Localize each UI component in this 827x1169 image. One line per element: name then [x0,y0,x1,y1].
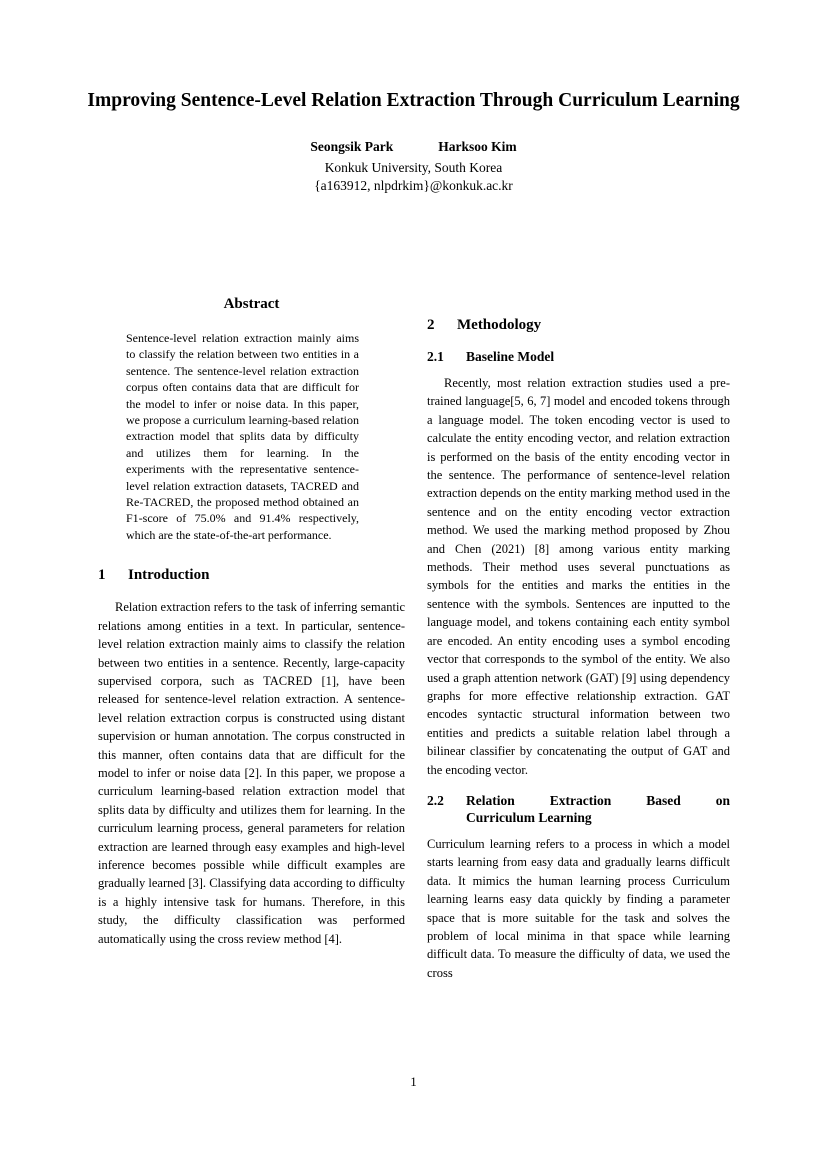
subsection-number: 2.1 [427,349,444,364]
authors-line [0,139,827,155]
subsection-number: 2.2 [427,792,444,808]
two-column-layout [98,295,730,982]
subsection-title-line-1: Relation Extraction Based on [466,792,730,808]
subsection-title [466,792,730,826]
section-number: 1 [98,567,106,584]
subsection-heading-baseline-model [427,348,730,365]
page-number: 1 [410,1074,417,1089]
subsection-heading-curriculum-learning [427,792,730,826]
author-name-2: Harksoo Kim [438,139,517,154]
affiliation: Konkuk University, South Korea [324,160,503,175]
section-heading-introduction [98,566,405,585]
introduction-paragraph: Relation extraction refers to the task of inferring semantic relations among entities in a text. In particular, sentence-level relation extraction mainly aims to classify the relation between two entities in a sentence. Recently, large-capacity supervised corpora, such as TACRED [1], have been released for sentence-level relation extraction. A sentence-level relation extraction corpus is constructed using distant supervision or human annotation. The corpus constructed in this manner, often contains data that are difficult for the model to infer or noise data [2]. In this paper, we propose a curriculum learning-based relation extraction model that splits data by difficulty and utilizes them for learning. In the curriculum learning process, general parameters for relation extraction are learned through easy examples and high-level inference becomes possible while difficult examples are gradually learned [3]. Classifying data according to difficulty is a highly intensive task for humans. Therefore, in this study, the difficulty classification was performed automatically using the cross review method [4]. [98,600,405,946]
right-column [427,295,730,982]
subsection-title-line-2: Curriculum Learning [466,809,592,825]
subsection-title: Baseline Model [466,349,555,364]
section-title: Introduction [128,567,210,584]
section-number: 2 [427,317,435,333]
abstract-text: Sentence-level relation extraction mainly aims to classify the relation between two entities in a sentence. The sentence-level relation extraction corpus often contains data that are difficult for the model to infer or noise data. In this paper, we propose a curriculum learning-based relation extraction model that splits data by difficulty and utilizes them for learning. In the experiments with the representative sentence-level relation extraction datasets, TACRED and Re-TACRED, the proposed method obtained an F1-score of 75.0% and 91.4% respectively, which are the state-of-the-art performance. [126,331,359,542]
abstract-heading: Abstract [223,296,280,312]
section-heading-methodology [427,316,730,335]
section-title: Methodology [457,317,542,333]
baseline-model-paragraph: Recently, most relation extraction studies used a pre-trained language[5, 6, 7] model and encoded tokens through a language model. The token encoding vector is used to calculate the entity encoding vector, and relation extraction is performed on the basis of the entity encoding vector in the sentence. The performance of sentence-level relation extraction depends on the entity marking method used in the sentence and on the entity encoding vector extraction method. We used the marking method proposed by Zhou and Chen (2021) [8] among various entity marking methods. Their method uses several punctuations as symbols for the entities and marks the entities in the sentence with the symbols. Sentences are inputted to the language model, and tokens containing each entity symbol are encoded. An entity encoding uses a symbol encoding vector that corresponds to the symbol of the entity. We also used a graph attention network (GAT) [9] using dependency graphs for more effective relationship extraction. GAT encodes syntactic structural information between two entities and predicts a suitable relation label through a bilinear classifier by concatenating the output of GAT and the encoding vector. [427,376,730,777]
left-column [98,295,405,982]
curriculum-learning-paragraph: Curriculum learning refers to a process in which a model starts learning from easy data and gradually learns difficult data. It mimics the human learning process Curriculum learning learns easy data quickly by finding a parameter space that is more suitable for the task and solves the problem of local minima in that space while learning difficult data. To measure the difficulty of data, we used the cross [427,836,730,980]
contact-email: {a163912, nlpdrkim}@konkuk.ac.kr [314,178,513,193]
author-name-1: Seongsik Park [310,139,394,154]
paper-title: Improving Sentence-Level Relation Extraction Through Curriculum Learning [87,90,740,111]
